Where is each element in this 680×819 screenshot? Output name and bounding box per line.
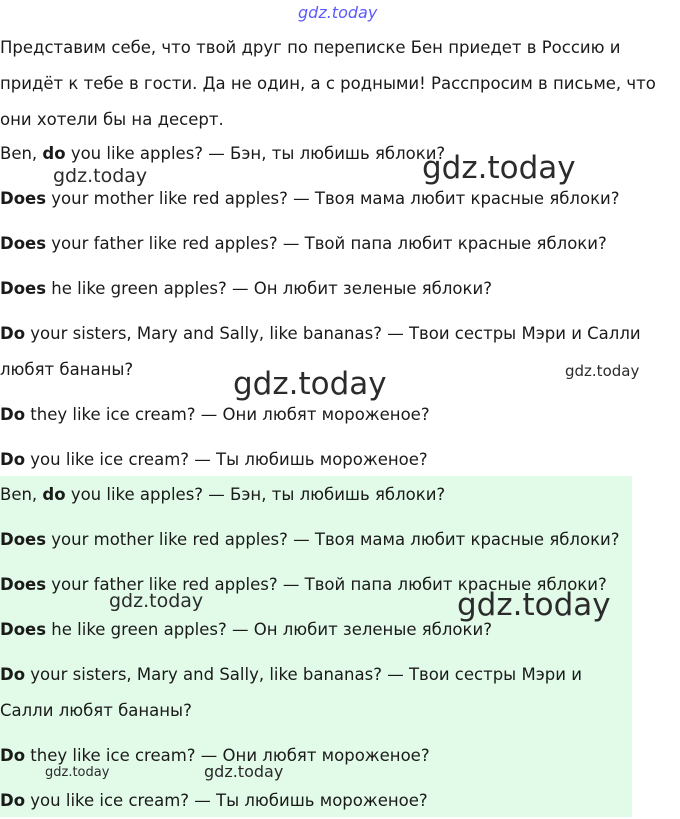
answer-line: Do they like ice cream? — Они любят мороженое? (0, 746, 430, 765)
question-line: Do your sisters, Mary and Sally, like bananas? — Твои сестры Мэри и Салли любят бананы? (0, 324, 641, 379)
watermark-top: gdz.today (298, 3, 378, 22)
watermark: gdz.today (109, 590, 204, 612)
answer-line: Does he like green apples? — Он любит зеленые яблоки? (0, 620, 492, 639)
question-line: Do they like ice cream? — Они любят мороженое? (0, 405, 430, 424)
watermark: gdz.today (422, 150, 576, 186)
watermark: gdz.today (53, 165, 148, 187)
answer-line: Ben, do you like apples? — Бэн, ты любишь яблоки? (0, 485, 446, 504)
watermark: gdz.today (233, 366, 387, 402)
watermark: gdz.today (204, 762, 284, 781)
answer-line: Do your sisters, Mary and Sally, like bananas? — Твои сестры Мэри и Салли любят бананы? (0, 665, 582, 720)
answer-line: Do you like ice cream? — Ты любишь мороженое? (0, 791, 428, 810)
question-line: Do you like ice cream? — Ты любишь мороженое? (0, 450, 428, 469)
answer-line: Does your father like red apples? — Твой папа любит красные яблоки? (0, 575, 607, 594)
question-line: Does your father like red apples? — Твой папа любит красные яблоки? (0, 234, 607, 253)
watermark: gdz.today (457, 587, 611, 623)
watermark: gdz.today (565, 362, 640, 380)
watermark: gdz.today (45, 765, 110, 780)
intro-paragraph: Представим себе, что твой друг по переписке Бен приедет в Россию и придёт к тебе в гости. Да не один, а с родными! Расспросим в письме, что они хотели бы на десерт. (0, 38, 656, 129)
question-line: Does he like green apples? — Он любит зеленые яблоки? (0, 279, 492, 298)
question-line: Ben, do you like apples? — Бэн, ты любишь яблоки? (0, 144, 446, 163)
question-line: Does your mother like red apples? — Твоя мама любит красные яблоки? (0, 189, 620, 208)
answer-line: Does your mother like red apples? — Твоя мама любит красные яблоки? (0, 530, 620, 549)
